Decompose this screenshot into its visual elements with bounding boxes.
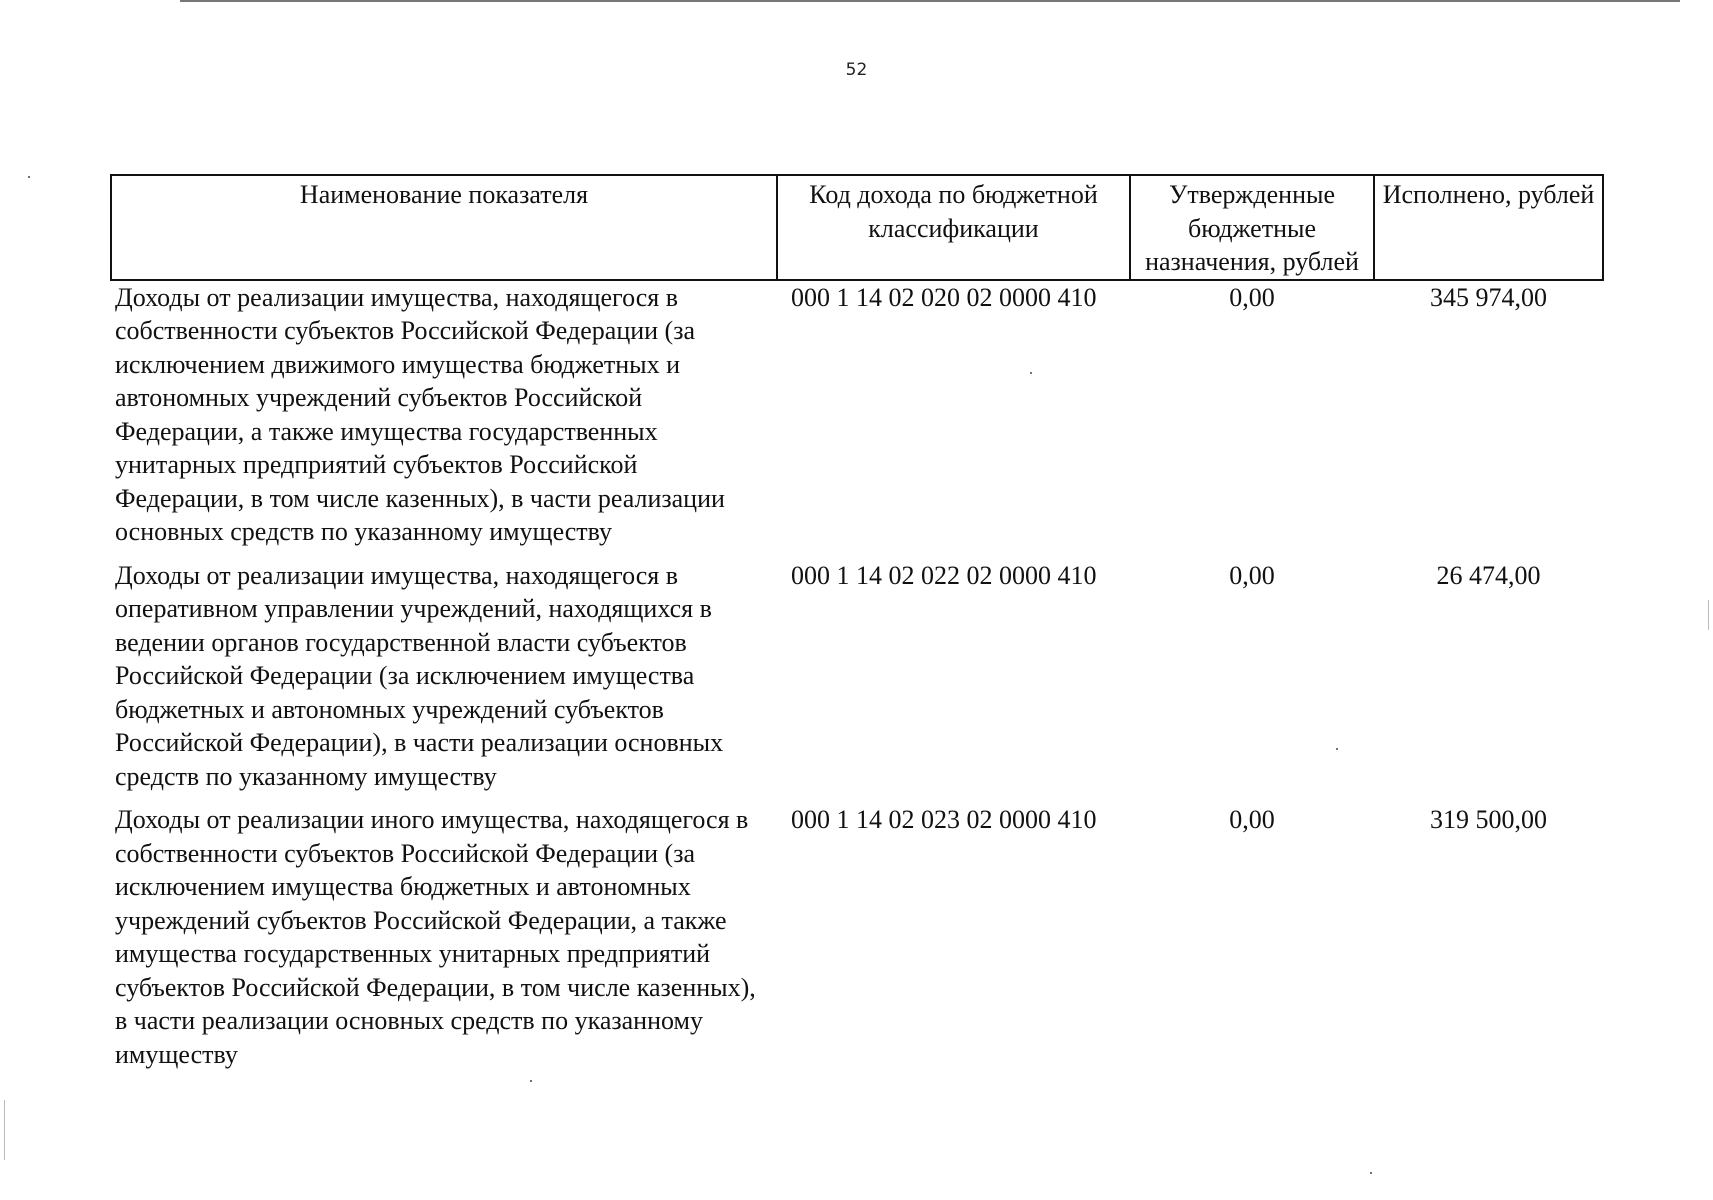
approved-amount-cell: 0,00 [1229,560,1275,590]
executed-amount-cell: 319 500,00 [1430,805,1547,834]
header-revenue-code: Код дохода по бюджетной классификации [777,175,1130,280]
header-approved-amount: Утвержденные бюджетные назначения, рублей [1130,175,1374,280]
approved-amount-cell: 0,00 [1229,282,1275,312]
indicator-name-cell: Доходы от реализации имущества, находящегося в собственности субъектов Российской Федерации (за исключением движимого имущества бюджетных и автономных учреждений субъектов Российской Федерации, а также имущества государственных унитарных предприятий субъектов Российской Федерации, в том числе казенных), в части реализации основных средств по указанному имуществу [115,282,725,546]
executed-amount-cell: 345 974,00 [1430,282,1547,312]
executed-amount-cell: 26 474,00 [1436,560,1541,590]
scan-speck [530,1080,532,1082]
header-executed-amount: Исполнено, рублей [1374,175,1603,280]
scan-speck [1370,1172,1372,1174]
revenue-code-cell: 000 1 14 02 020 02 0000 410 [791,282,1097,312]
header-indicator-name: Наименование показателя [111,175,777,280]
table-header-row [111,175,1603,280]
table-row [111,559,1603,804]
table-row [111,803,1603,1071]
scan-edge-mark [4,1100,5,1160]
revenue-table [110,174,1604,1071]
table-row [111,280,1603,559]
page-number: 52 [845,60,868,80]
approved-amount-cell: 0,00 [1229,805,1275,834]
scan-speck [28,176,30,178]
revenue-code-cell: 000 1 14 02 023 02 0000 410 [791,805,1097,834]
scan-edge-mark [1708,600,1709,630]
indicator-name-cell: Доходы от реализации иного имущества, находящегося в собственности субъектов Российской Федерации (за исключением имущества бюджетных и автономных учреждений субъектов Российской Федерации, а также имущества государственных унитарных предприятий субъектов Российской Федерации, в том числе казенных), в части реализации основных средств по указанному имуществу [115,805,756,1069]
indicator-name-cell: Доходы от реализации имущества, находящегося в оперативном управлении учреждений, находящихся в ведении органов государственной власти субъектов Российской Федерации (за исключением имущества бюджетных и автономных учреждений субъектов Российской Федерации), в части реализации основных средств по указанному имуществу [115,560,724,791]
revenue-code-cell: 000 1 14 02 022 02 0000 410 [791,560,1097,590]
scan-top-rule [180,0,1680,2]
